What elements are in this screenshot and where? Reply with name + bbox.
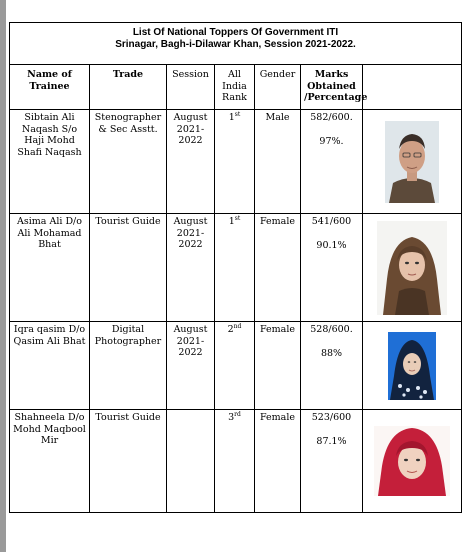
trainee-photo — [377, 221, 447, 315]
marks: 528/600. — [310, 324, 353, 335]
title-row — [10, 23, 462, 65]
col-header-photo — [363, 65, 462, 110]
trainee-name: Sibtain Ali Naqash S/o Haji Mohd Shafi Naqash — [10, 110, 90, 214]
trainee-name: Iqra qasim D/o Qasim Ali Bhat — [10, 322, 90, 410]
marks-cell — [301, 410, 363, 513]
rank-number: 1 — [228, 216, 235, 227]
percentage: 88% — [320, 347, 343, 359]
table-row — [10, 214, 462, 322]
col-header-rank: All India Rank — [215, 65, 255, 110]
rank — [215, 322, 255, 410]
trade: Tourist Guide — [90, 214, 167, 322]
photo-cell — [363, 322, 462, 410]
table-row — [10, 410, 462, 513]
rank-suffix: st — [234, 110, 241, 118]
trainee-name: Shahneela D/o Mohd Maqbool Mir — [10, 410, 90, 513]
session: August 2021-2022 — [167, 322, 215, 410]
title-line-1: List Of National Toppers Of Government ITI — [132, 27, 339, 38]
trainee-photo — [385, 121, 439, 203]
col-header-marks: Marks Obtained /Percentage — [301, 65, 363, 110]
trade: Stenographer & Sec Asstt. — [90, 110, 167, 214]
marks: 523/600 — [311, 412, 352, 423]
gender: Female — [255, 214, 301, 322]
trainee-name: Asima Ali D/o Ali Mohamad Bhat — [10, 214, 90, 322]
rank-suffix: st — [234, 214, 241, 222]
percentage: 87.1% — [316, 435, 347, 447]
rank-number: 3 — [228, 412, 235, 423]
marks-cell — [301, 322, 363, 410]
rank-number: 1 — [228, 112, 235, 123]
trainee-photo — [374, 426, 450, 496]
photo-cell — [363, 410, 462, 513]
rank-suffix: nd — [233, 322, 242, 330]
rank-suffix: rd — [234, 410, 241, 418]
table-row — [10, 110, 462, 214]
toppers-table — [9, 22, 462, 513]
gender: Female — [255, 322, 301, 410]
percentage: 97%. — [319, 135, 344, 147]
col-header-gender: Gender — [255, 65, 301, 110]
percentage: 90.1% — [316, 239, 347, 251]
photo-cell — [363, 214, 462, 322]
session: August 2021-2022 — [167, 110, 215, 214]
marks: 582/600. — [310, 112, 353, 123]
col-header-trade: Trade — [90, 65, 167, 110]
rank — [215, 410, 255, 513]
document-edge-bar — [0, 0, 6, 552]
photo-cell — [363, 110, 462, 214]
col-header-name: Name of Trainee — [10, 65, 90, 110]
rank — [215, 110, 255, 214]
gender: Female — [255, 410, 301, 513]
title-line-2: Srinagar, Bagh-i-Dilawar Khan, Session 2021-2022. — [115, 39, 356, 50]
marks-cell — [301, 214, 363, 322]
table-row — [10, 322, 462, 410]
trainee-photo — [388, 332, 436, 400]
rank-number: 2 — [227, 324, 234, 335]
marks-cell — [301, 110, 363, 214]
gender: Male — [255, 110, 301, 214]
trade: Tourist Guide — [90, 410, 167, 513]
session: August 2021-2022 — [167, 214, 215, 322]
col-header-session: Session — [167, 65, 215, 110]
document-title — [10, 23, 462, 65]
column-header-row — [10, 65, 462, 110]
rank — [215, 214, 255, 322]
session — [167, 410, 215, 513]
trade: Digital Photographer — [90, 322, 167, 410]
marks: 541/600 — [311, 216, 352, 227]
toppers-document — [9, 22, 461, 513]
